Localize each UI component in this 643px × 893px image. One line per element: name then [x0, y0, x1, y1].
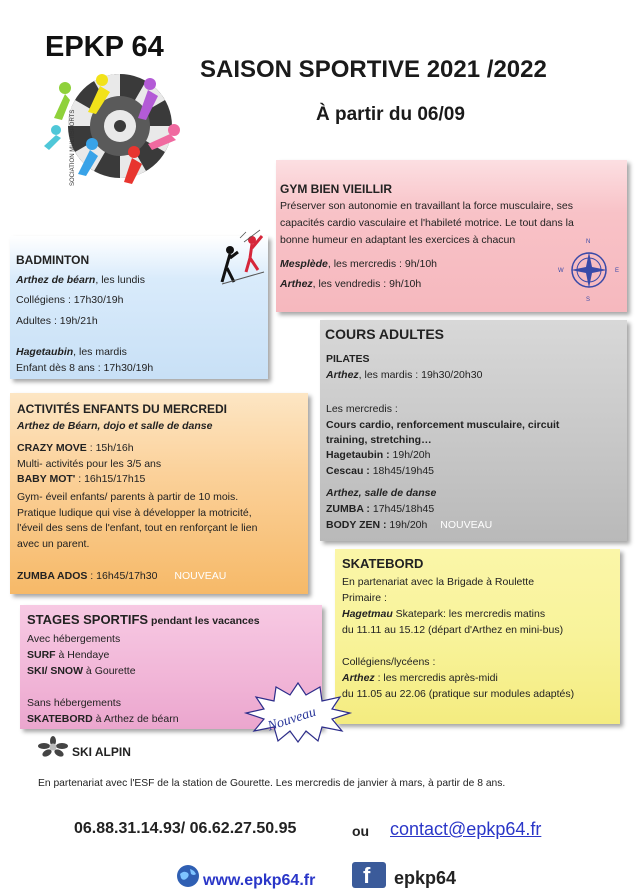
adultes-title: COURS ADULTES — [325, 326, 444, 342]
enfants-desc-1: Gym- éveil enfants/ parents à partir de 10 mois. — [17, 491, 239, 503]
stages-line-3: SKI/ SNOW à Gourette — [27, 665, 136, 677]
page-title: SAISON SPORTIVE 2021 /2022 — [200, 56, 547, 83]
enfants-desc-2: Pratique ludique qui vise à développer la motricité, — [17, 507, 252, 519]
facebook-link[interactable]: epkp64 — [394, 868, 457, 888]
enfants-title: ACTIVITÉS ENFANTS DU MERCREDI — [17, 402, 228, 416]
adultes-hagetaubin: Hagetaubin : 19h/20h — [326, 449, 431, 461]
gym-line-mesplede: Mesplède, les mercredis : 9h/10h — [280, 258, 437, 270]
adultes-cescau: Cescau : 18h45/19h45 — [326, 465, 435, 477]
adultes-cardio-1: Cours cardio, renforcement musculaire, circuit — [326, 419, 560, 431]
ski-text: En partenariat avec l'ESF de la station de Gourette. Les mercredis de janvier à mars, à partir de 8 ans. — [38, 778, 506, 789]
skatebord-line-7: du 11.05 au 22.06 (pratique sur modules adaptés) — [342, 688, 575, 700]
epkp-logo — [30, 26, 190, 186]
contact-email-link[interactable]: contact@epkp64.fr — [390, 819, 542, 839]
adultes-zumba: ZUMBA : 17h45/18h45 — [326, 503, 435, 515]
adultes-cardio-2: training, stretching… — [326, 434, 432, 446]
svg-text:S: S — [586, 297, 591, 302]
gym-desc-1: Préserver son autonomie en travaillant la force musculaire, ses — [280, 200, 573, 212]
badminton-line-3: Adultes : 19h/21h — [16, 315, 98, 327]
nouveau-badge: NOUVEAU — [174, 570, 227, 582]
logo-ring-text: ASSOCIATION MULTISPORTS — [70, 109, 76, 186]
nouveau-star-badge — [244, 681, 352, 743]
gym-title: GYM BIEN VIEILLIR — [280, 182, 393, 196]
facebook-icon[interactable]: f — [352, 862, 386, 888]
enfants-desc-4: avec un parent. — [17, 538, 90, 550]
badminton-players-icon — [216, 228, 268, 286]
gym-desc-2: capacités cardio vasculaire et l'habileté motrice. Le tout dans la — [280, 217, 574, 229]
nouveau-badge: NOUVEAU — [440, 519, 493, 531]
svg-text:E: E — [615, 268, 620, 274]
enfants-baby: BABY MOT' : 16h15/17h15 — [17, 473, 146, 485]
globe-icon — [176, 864, 200, 888]
edelweiss-icon — [38, 736, 68, 758]
stages-line-1: Avec hébergements — [27, 633, 121, 645]
gym-line-arthez: Arthez, les vendredis : 9h/10h — [280, 278, 422, 290]
website-link[interactable]: www.epkp64.fr — [203, 872, 316, 889]
stages-line-5: SKATEBORD à Arthez de béarn — [27, 713, 179, 725]
badminton-line-1: Arthez de béarn, les lundis — [16, 274, 145, 286]
adultes-bodyzen: BODY ZEN : 19h/20h NOUVEAU — [326, 519, 493, 531]
svg-text:W: W — [558, 268, 564, 274]
skatebord-line-3: Hagetmau Skatepark: les mercredis matins — [342, 608, 546, 620]
enfants-crazy: CRAZY MOVE : 15h/16h — [17, 442, 134, 454]
badminton-title: BADMINTON — [16, 253, 90, 267]
stages-title: STAGES SPORTIFS pendant les vacances — [27, 612, 260, 627]
contact-ou: ou — [352, 823, 370, 839]
skatebord-line-6: Arthez : les mercredis après-midi — [342, 672, 498, 684]
skatebord-line-5: Collégiens/lycéens : — [342, 656, 436, 668]
page-subtitle: À partir du 06/09 — [316, 104, 465, 125]
ski-title: SKI ALPIN — [72, 745, 131, 759]
svg-text:Nouveau: Nouveau — [266, 704, 318, 735]
skatebord-line-2: Primaire : — [342, 592, 387, 604]
skatebord-title: SKATEBORD — [342, 556, 424, 571]
logo-text: EPKP 64 — [45, 31, 164, 63]
enfants-multi: Multi- activités pour les 3/5 ans — [17, 458, 162, 470]
badminton-line-5: Enfant dès 8 ans : 17h30/19h — [16, 362, 154, 374]
gym-desc-3: bonne humeur en adaptant les exercices à chacun — [280, 234, 516, 246]
enfants-desc-3: l'éveil des sens de l'enfant, tout en renforçant le lien — [17, 522, 258, 534]
adultes-arthez-salle: Arthez, salle de danse — [326, 487, 437, 499]
adultes-mercredis: Les mercredis : — [326, 403, 398, 415]
stages-line-2: SURF à Hendaye — [27, 649, 110, 661]
skatebord-line-4: du 11.11 au 15.12 (départ d'Arthez en mini-bus) — [342, 624, 564, 636]
badminton-line-4: Hagetaubin, les mardis — [16, 346, 127, 358]
compass-rose-icon — [556, 234, 622, 302]
stages-line-4: Sans hébergements — [27, 697, 121, 709]
adultes-pilates: PILATES — [326, 353, 370, 365]
adultes-pilates-line: Arthez, les mardis : 19h30/20h30 — [326, 369, 483, 381]
enfants-zumba: ZUMBA ADOS : 16h45/17h30 NOUVEAU — [17, 570, 227, 582]
skatebord-line-1: En partenariat avec la Brigade à Roulette — [342, 576, 535, 588]
badminton-line-2: Collégiens : 17h30/19h — [16, 294, 124, 306]
svg-text:N: N — [586, 239, 591, 245]
contact-phones: 06.88.31.14.93/ 06.62.27.50.95 — [74, 820, 297, 837]
enfants-sub: Arthez de Béarn, dojo et salle de danse — [17, 420, 213, 432]
